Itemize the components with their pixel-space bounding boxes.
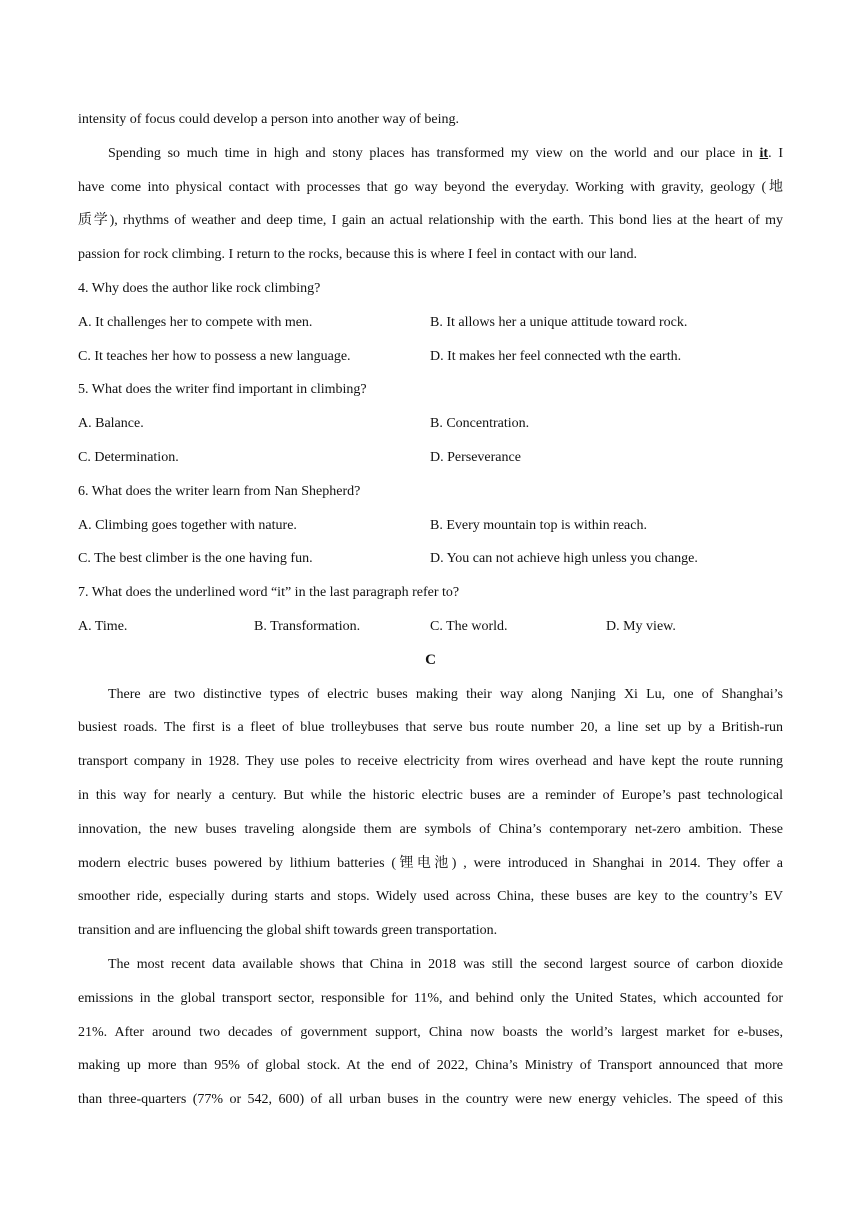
paragraph-line: in this way for nearly a century. But while the historic electric buses are a reminder of Europe’s past technological — [78, 787, 783, 803]
option-c: C. It teaches her how to possess a new language. — [78, 348, 351, 364]
option-a: A. Time. — [78, 618, 128, 634]
paragraph-line: transition and are influencing the global shift towards green transportation. — [78, 923, 498, 939]
paragraph-line: innovation, the new buses traveling alongside them are symbols of China’s contemporary net-zero ambition. These — [78, 821, 783, 837]
option-c: C. Determination. — [78, 449, 179, 465]
option-c: C. The world. — [430, 618, 508, 634]
section-c-paragraph-1 — [78, 678, 783, 948]
question-stem: 5. What does the writer find important in climbing? — [78, 382, 367, 398]
options-row — [78, 509, 783, 543]
question-4 — [78, 272, 783, 373]
question-stem: 7. What does the underlined word “it” in the last paragraph refer to? — [78, 585, 460, 601]
question-stem: 4. Why does the author like rock climbing? — [78, 280, 321, 296]
underlined-word-it: it — [759, 145, 769, 161]
option-c: C. The best climber is the one having fun. — [78, 551, 313, 567]
options-row — [78, 542, 783, 576]
paragraph-line: The most recent data available shows that China in 2018 was still the second largest source of carbon dioxide — [108, 956, 783, 972]
option-d: D. You can not achieve high unless you change. — [430, 551, 698, 567]
document-page — [78, 103, 783, 1117]
paragraph-line: emissions in the global transport sector, responsible for 11%, and behind only the United States, which accounted for — [78, 990, 783, 1006]
paragraph-line: 质学), rhythms of weather and deep time, I gain an actual relationship with the earth. This bond lies at the heart of my — [78, 213, 783, 229]
text-run: . I — [768, 145, 783, 161]
paragraph-line: 21%. After around two decades of government support, China now boasts the world’s largest market for e-buses, — [78, 1024, 783, 1040]
question-stem: 6. What does the writer learn from Nan Shepherd? — [78, 483, 361, 499]
option-d: D. It makes her feel connected wth the earth. — [430, 348, 682, 364]
paragraph-line: have come into physical contact with processes that go way beyond the everyday. Working with gravity, geology (地 — [78, 179, 783, 195]
option-b: B. Every mountain top is within reach. — [430, 517, 647, 533]
options-row — [78, 610, 783, 644]
option-b: B. Transformation. — [254, 618, 361, 634]
option-b: B. It allows her a unique attitude toward rock. — [430, 314, 688, 330]
paragraph-line: There are two distinctive types of electric buses making their way along Nanjing Xi Lu, one of Shanghai’s — [108, 686, 783, 702]
question-7 — [78, 576, 783, 644]
paragraph-line: modern electric buses powered by lithium batteries (锂电池) , were introduced in Shanghai in 2014. They offer a — [78, 855, 783, 871]
section-c-paragraph-2 — [78, 948, 783, 1117]
section-heading-c: C — [425, 651, 436, 668]
paragraph-continuation: intensity of focus could develop a person into another way of being. — [78, 112, 460, 127]
option-d: D. Perseverance — [430, 449, 521, 465]
paragraph-line: transport company in 1928. They use poles to receive electricity from wires overhead and have kept the route running — [78, 754, 783, 770]
paragraph-line: passion for rock climbing. I return to the rocks, because this is where I feel in contact with our land. — [78, 247, 638, 263]
paragraph-line — [78, 137, 783, 171]
option-a: A. Climbing goes together with nature. — [78, 517, 297, 533]
option-a: A. It challenges her to compete with men. — [78, 314, 313, 330]
options-row — [78, 306, 783, 340]
options-row — [78, 441, 783, 475]
question-5 — [78, 373, 783, 474]
paragraph-line: making up more than 95% of global stock. At the end of 2022, China’s Ministry of Transport announced that more — [78, 1058, 783, 1074]
text-run: Spending so much time in high and stony places has transformed my view on the world and our place in — [108, 145, 760, 161]
question-6 — [78, 475, 783, 576]
paragraph-line: than three-quarters (77% or 542, 600) of all urban buses in the country were new energy vehicles. The speed of this — [78, 1092, 783, 1108]
options-row — [78, 340, 783, 374]
paragraph-line: smoother ride, especially during starts and stops. Widely used across China, these buses are key to the country’s EV — [78, 889, 783, 905]
options-row — [78, 407, 783, 441]
paragraph-line: busiest roads. The first is a fleet of blue trolleybuses that serve bus route number 20, a line set up by a British-run — [78, 720, 783, 736]
option-b: B. Concentration. — [430, 416, 530, 432]
paragraph-last-b — [78, 137, 783, 272]
option-d: D. My view. — [606, 618, 676, 634]
option-a: A. Balance. — [78, 416, 144, 432]
